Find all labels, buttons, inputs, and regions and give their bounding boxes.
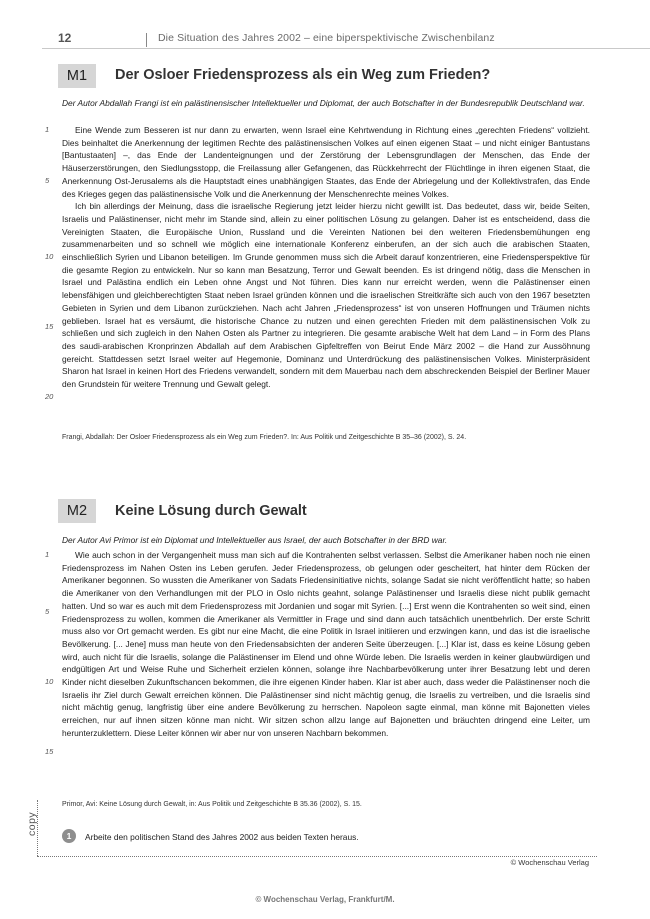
m1-line-number: 1 bbox=[45, 125, 50, 134]
m1-body-text bbox=[62, 124, 590, 391]
running-header-title: Die Situation des Jahres 2002 – eine biperspektivische Zwischenbilanz bbox=[158, 32, 495, 44]
m2-line-number: 1 bbox=[45, 550, 50, 559]
m2-body-text bbox=[62, 549, 590, 740]
task-instruction: Arbeite den politischen Stand des Jahres 2002 aus beiden Texten heraus. bbox=[85, 832, 359, 842]
m2-author-intro: Der Autor Avi Primor ist ein Diplomat und Intellektueller aus Israel, der auch Botschafter in der BRD war. bbox=[62, 535, 448, 545]
m2-line-number: 15 bbox=[45, 747, 54, 756]
m2-title: Keine Lösung durch Gewalt bbox=[115, 503, 307, 519]
m1-label-box bbox=[58, 64, 96, 88]
page-number: 12 bbox=[58, 31, 72, 45]
copy-label: copy bbox=[26, 811, 38, 836]
m2-line-number: 5 bbox=[45, 607, 50, 616]
m1-line-number: 20 bbox=[45, 392, 54, 401]
m1-line-number: 5 bbox=[45, 176, 50, 185]
m2-source-citation: Primor, Avi: Keine Lösung durch Gewalt, in: Aus Politik und Zeitgeschichte B 35.36 (2002), S. 15. bbox=[62, 801, 362, 808]
m1-author-intro: Der Autor Abdallah Frangi ist ein palästinensischer Intellektueller und Diplomat, der auch Botschafter in der Bundesrepublik Deutschland war. bbox=[62, 98, 585, 108]
m2-label: M2 bbox=[66, 503, 88, 519]
header-rule bbox=[42, 48, 650, 49]
copy-dotted-line-horizontal bbox=[37, 856, 597, 857]
m1-label: M1 bbox=[66, 68, 88, 84]
m1-paragraph: Eine Wende zum Besseren ist nur dann zu erwarten, wenn Israel eine Kehrtwendung in Richtung eines „gerechten Friedens“ vollzieht. Dies beinhaltet die Anerkennung der legitimen Rechte des palästinensischen Volkes auf einen eigenen Staat – und nicht einiger Bantustans [Bantustaaten] –, das Ende der Landenteignungen und der Zerstörung der Lebensgrundlagen der Menschen, das Ende der Häuserzerstörungen, den Siedlungsstopp, die Freilassung aller Gefangenen, das Rückkehrrecht der Flüchtlinge in ihren eigenen Staat, die Anerkennung Ost-Jerusalems als die Hauptstadt eines unabhängigen Staates, das Ende der Abriegelung und der Kollektivstrafen, das Ende des Krieges gegen das palästinensische Volk und die Anerkennung der Menschenrechte meines Volkes. bbox=[62, 125, 590, 199]
m2-label-box bbox=[58, 499, 96, 523]
m2-paragraph: Wie auch schon in der Vergangenheit muss man sich auf die Kontrahenten selbst verlassen. Selbst die Amerikaner haben noch nie einen Friedensprozess im Nahen Osten ins Leben gerufen. Jeder Friedensprozess, ob gelungen oder gescheitert, hat hinter dem Rücken der Amerikaner begonnen. So wussten die Amerikaner von Sadats Friedensinitiative nichts, solange Sadat sie nicht veröffentlicht hatte; so haben die Amerikaner von den Verhandlungen mit der PLO in Oslo nichts geahnt, solange Palästinenser und Israelis diese nicht publik gemacht hatten. Und so war es auch mit dem Friedensprozess mit Jordanien und sogar mit Syrien. [...] Erst wenn die Kontrahenten so weit sind, einen Friedensprozess zu wollen, kommen die Amerikaner als Vermittler in Frage und sind dann auch tatsächlich unentbehrlich. Der erste Schritt muss also vor Ort gemacht werden. Es gibt nur eine Macht, die eine Politik in Israel initiieren und erzwingen kann, und das ist die israelische Bevölkerung. [... Jene] muss man heute von den Friedensabsichten der anderen Seite überzeugen. [...] Klar ist, dass es keine Lösung geben wird, auch nicht für die Israelis, solange die Palästinenser im Elend und ohne Würde leben. Die Israelis werden in keiner glaubwürdigen und endgültigen Art und Weise Ruhe und Sicherheit erzielen können, solange ihre Nachbarbevölkerung unter ihrer Besatzung lebt und deren Kinder nicht dieselben Zukunftschancen bekommen, die ihre eigenen Kinder haben. Klar ist aber auch, dass weder die Palästinenser noch die Israelis ihr Ziel durch Gewalt erreichen können. Die Palästinenser sind nicht mächtig genug, die Israelis zu vertreiben, und die Israelis sind nicht mächtig genug, langfristig über eine andere Bevölkerung zu herrschen. Napoleon sagte einmal, man könne mit Bajonetten vieles erreichen, nur auf ihnen sitzen könne man nicht. Wir sitzen schon allzu lange auf Bajonetten und bräuchten dringend eine Leiter, um herunterzuklettern. Diese Leiter können wir aber nur von unseren Nachbarn bekommen. bbox=[62, 550, 590, 738]
publisher-copyright: © Wochenschau Verlag bbox=[510, 858, 589, 867]
m1-title: Der Osloer Friedensprozess als ein Weg zum Frieden? bbox=[115, 67, 491, 83]
m1-line-number: 10 bbox=[45, 252, 54, 261]
m1-line-number: 15 bbox=[45, 322, 54, 331]
m1-source-citation: Frangi, Abdallah: Der Osloer Friedensprozess als ein Weg zum Frieden?. In: Aus Politik und Zeitgeschichte B 35–36 (2002), S. 24. bbox=[62, 434, 467, 441]
task-number-badge bbox=[62, 829, 76, 843]
header-separator bbox=[146, 33, 147, 47]
task-number: 1 bbox=[66, 831, 72, 841]
m2-line-number: 10 bbox=[45, 677, 54, 686]
copy-dotted-line-vertical bbox=[37, 800, 38, 856]
page-footer-copyright: © Wochenschau Verlag, Frankfurt/M. bbox=[255, 895, 395, 904]
m1-paragraph: Ich bin allerdings der Meinung, dass die israelische Regierung jetzt leider hierzu nicht gewillt ist. Das bedeutet, dass wir, beide Seiten, Israelis und Palästinenser, nicht mehr im Stande sind, allein zu einer politischen Lösung zu gelangen. Daher ist es entscheidend, dass die Vereinigten Staaten, die Europäische Union, Russland und die Vereinten Nationen bei den weiteren Friedensbemühungen eng zusammenarbeiten und so schnell wie möglich eine internationale Konferenz einberufen, an der sich auch die arabischen Staaten, einschließlich Syrien und Libanon beteiligen. Im Grunde genommen muss sich die Arbeit darauf konzentrieren, eine Friedensperspektive für die gesamte Region zu entwickeln. Nur so kann man Besatzung, Terror und Gewalt beenden. Es ist dringend nötig, dass die Menschen in Israel und Palästina endlich ein Leben ohne Angst und Not führen. Dies kann nur erreicht werden, wenn die Palästinenser einen lebensfähigen und gleichberechtigten Staat neben Israel gründen können und die israelischen Streitkräfte sich auch von den 1967 besetzten Gebieten in Syrien und dem Libanon zurückziehen. Nach acht Jahren „Friedensprozess“ ist von unseren Hoffnungen und Träumen nichts geblieben. Israel hat es versäumt, die historische Chance zu nutzen und einen gerechten Frieden mit dem palästinensischen Volk zu schließen und sich zugleich in den Nahen Osten als Partner zu integrieren. Die gesamte arabische Welt hat dem Land – in Form des Plans des saudi-arabischen Kronprinzen Abdallah auf dem Arabischen Gipfeltreffen von Beirut Ende März 2002 – die Hand zur Aussöhnung gereicht. Stattdessen setzt Israel weiter auf Hegemonie, Dominanz und Unterdrückung des palästinensischen Volkes. Ministerpräsident Sharon hat Israel in keinen Hort des Friedens verwandelt, sondern mit dem Mauerbau nach dem abschreckenden Beispiel der Berliner Mauer den Grundstein für weitere Trennung und Gewalt gelegt. bbox=[62, 201, 590, 390]
